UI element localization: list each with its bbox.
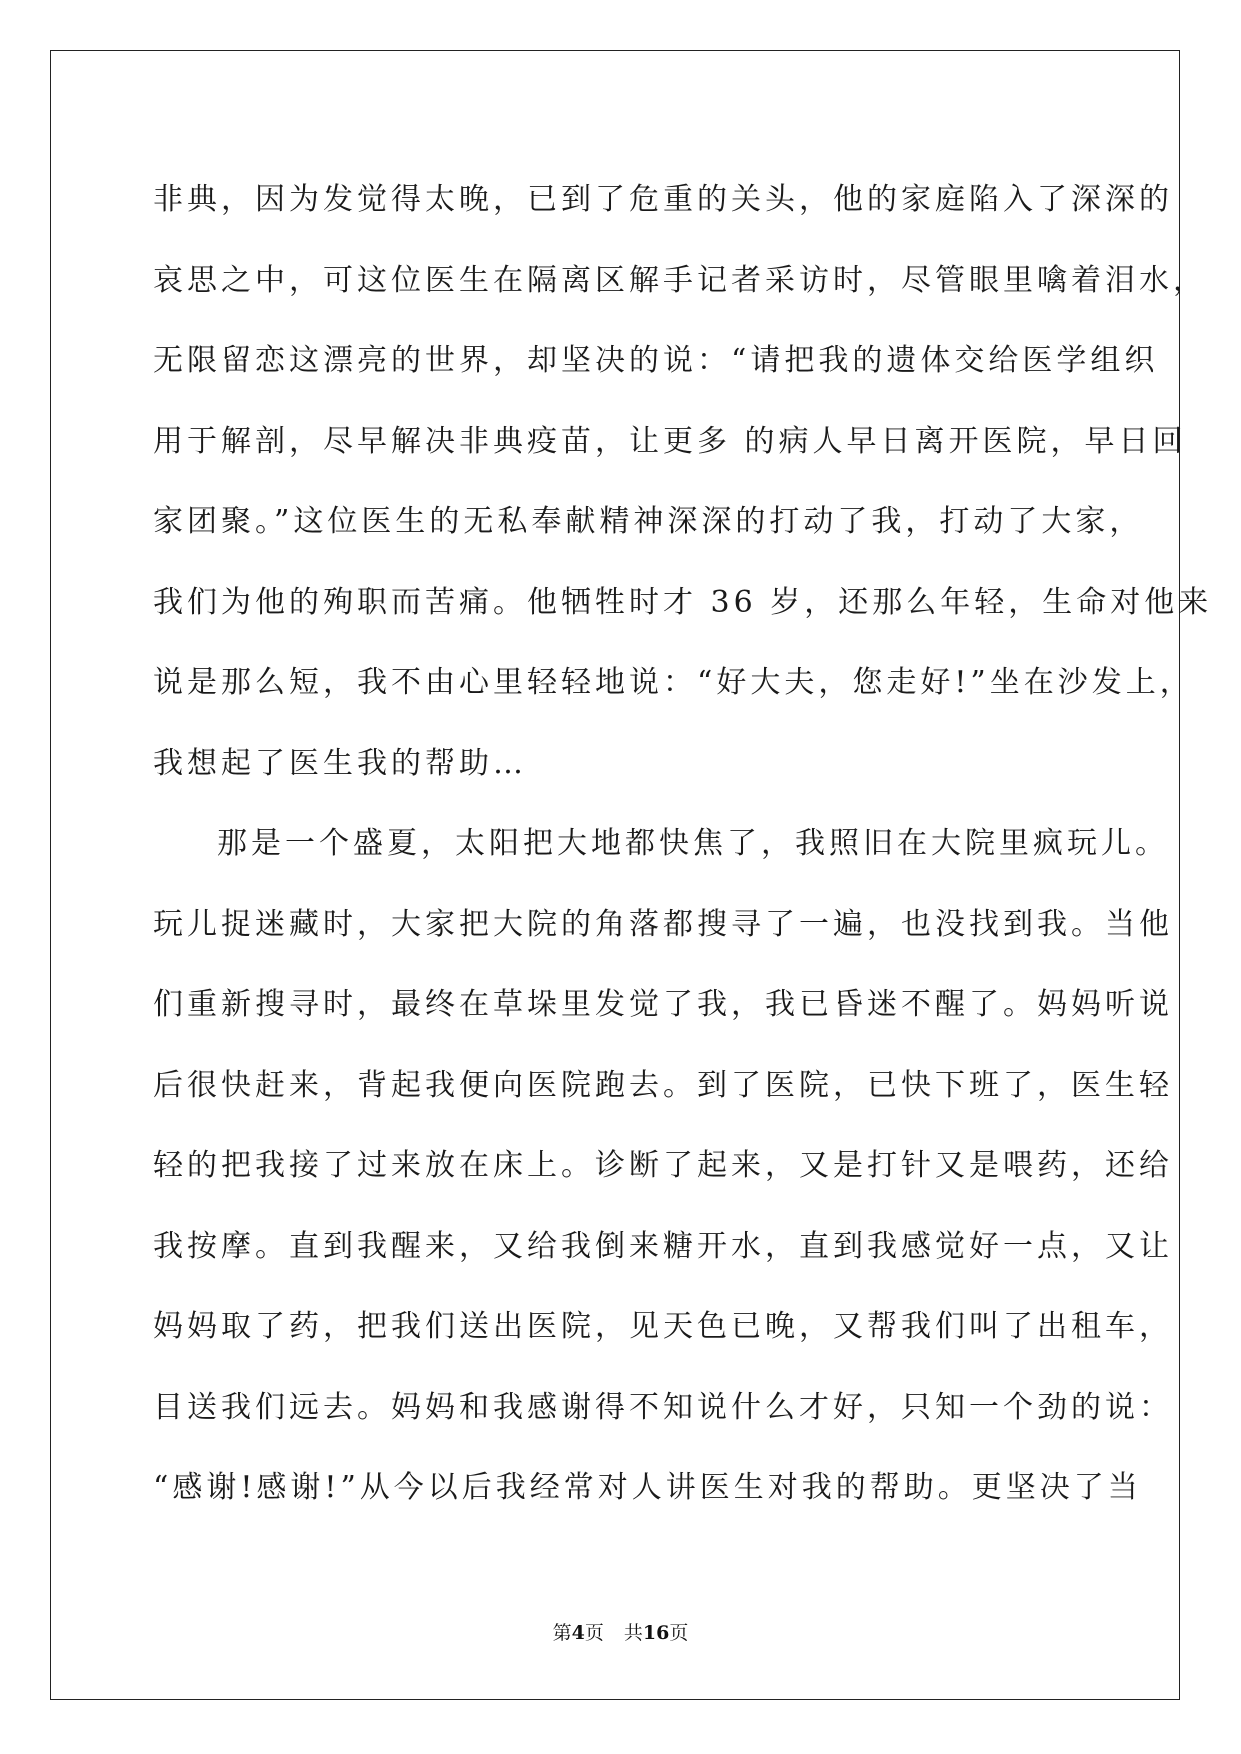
text-line: “感谢!感谢!”从今以后我经常对人讲医生对我的帮助。更坚决了当 (153, 1470, 1142, 1505)
page-prefix: 第 (552, 1622, 572, 1644)
page-total: 16 (642, 1622, 670, 1644)
text-line: 无限留恋这漂亮的世界，却坚决的说：“请把我的遗体交给医学组织 (153, 343, 1159, 378)
text-line: 我按摩。直到我醒来，又给我倒来糖开水，直到我感觉好一点，又让 (153, 1228, 1173, 1264)
text-line: 家团聚。”这位医生的无私奉献精神深深的打动了我，打动了大家， (153, 504, 1144, 539)
total-prefix: 共 (623, 1622, 643, 1644)
total-suffix: 页 (669, 1622, 689, 1644)
page-footer (0, 1620, 1241, 1646)
text-line: 我们为他的殉职而苦痛。他牺牲时才 36 岁，还那么年轻，生命对他来 (153, 584, 1213, 620)
document-body (153, 160, 1213, 1529)
page-current: 4 (571, 1622, 585, 1644)
paragraph-start-line: 那是一个盛夏，太阳把大地都快焦了，我照旧在大院里疯玩儿。 (217, 826, 1169, 861)
text-line: 非典，因为发觉得太晚，已到了危重的关头，他的家庭陷入了深深的 (153, 182, 1173, 217)
text-line: 后很快赶来，背起我便向医院跑去。到了医院，已快下班了，医生轻 (153, 1067, 1173, 1103)
text-line: 们重新搜寻时，最终在草垛里发觉了我，我已昏迷不醒了。妈妈听说 (153, 987, 1173, 1022)
text-line: 轻的把我接了过来放在床上。诊断了起来，又是打针又是喂药，还给 (153, 1148, 1173, 1183)
text-line: 玩儿捉迷藏时，大家把大院的角落都搜寻了一遍，也没找到我。当他 (153, 906, 1173, 942)
text-line: 妈妈取了药，把我们送出医院，见天色已晚，又帮我们叫了出租车， (153, 1309, 1173, 1344)
text-line: 说是那么短，我不由心里轻轻地说：“好大夫，您走好!”坐在沙发上， (153, 665, 1194, 700)
page-suffix: 页 (584, 1622, 604, 1644)
text-line: 用于解剖，尽早解决非典疫苗，让更多 的病人早日离开医院，早日回 (153, 423, 1187, 459)
text-line: 哀思之中，可这位医生在隔离区解手记者采访时，尽管眼里噙着泪水， (153, 262, 1207, 298)
text-line: 目送我们远去。妈妈和我感谢得不知说什么才好，只知一个劲的说： (153, 1389, 1173, 1425)
text-line: 我想起了医生我的帮助… (153, 745, 527, 781)
